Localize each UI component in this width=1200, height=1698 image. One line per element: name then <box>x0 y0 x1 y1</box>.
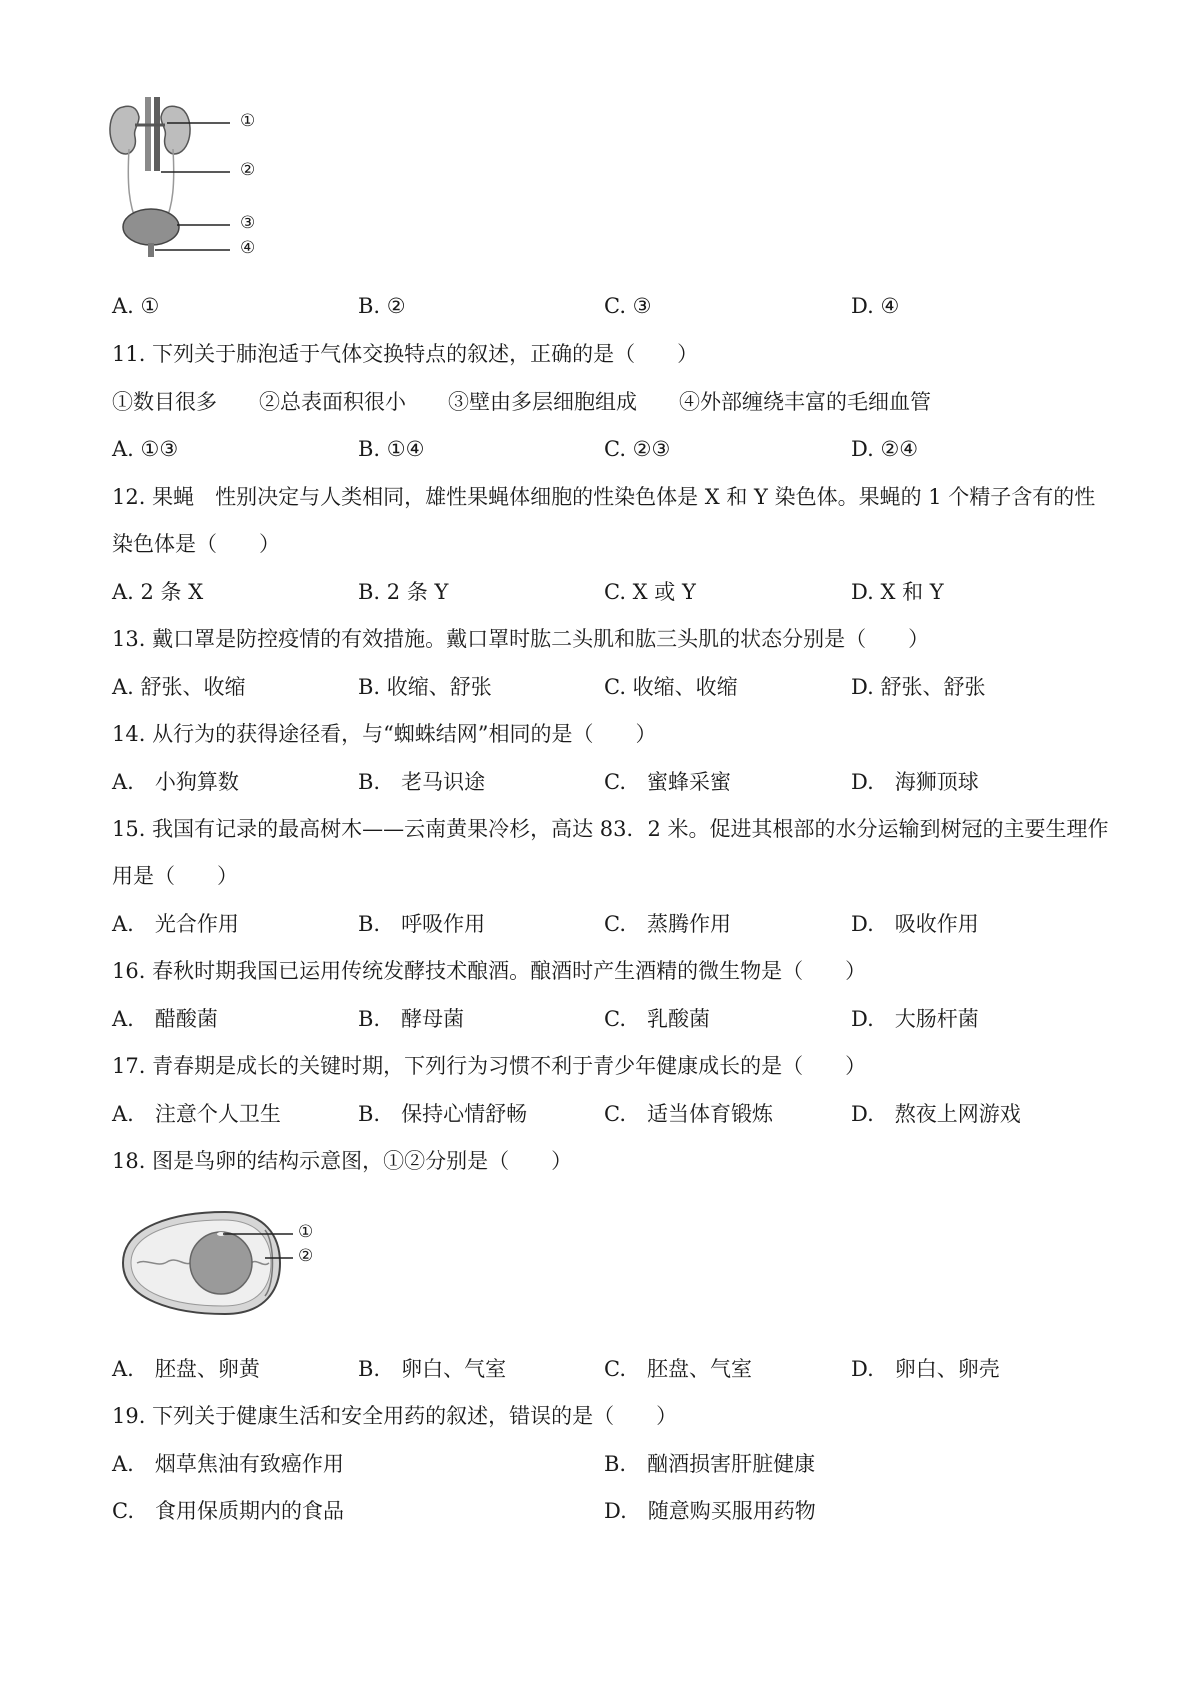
q11-stem: 11. 下列关于肺泡适于气体交换特点的叙述，正确的是（ ） <box>112 342 699 366</box>
figure-label-2: ② <box>240 160 256 180</box>
q18-stem: 18. 图是鸟卵的结构示意图，①②分别是（ ） <box>112 1149 573 1173</box>
q16-option-d[interactable]: D. 大肠杆菌 <box>851 1007 979 1031</box>
right-kidney <box>161 106 190 154</box>
q11-option-c[interactable]: C. ②③ <box>604 437 671 461</box>
q13-option-c[interactable]: C. 收缩、收缩 <box>604 675 738 699</box>
q15-option-b[interactable]: B. 呼吸作用 <box>358 912 486 936</box>
figure-label-3: ③ <box>240 213 256 233</box>
q13-option-d[interactable]: D. 舒张、舒张 <box>851 675 986 699</box>
q11-option-d[interactable]: D. ②④ <box>851 437 919 461</box>
q10-option-c[interactable]: C. ③ <box>604 294 652 318</box>
q19-option-b[interactable]: B. 酗酒损害肝脏健康 <box>604 1452 816 1476</box>
q17-option-c[interactable]: C. 适当体育锻炼 <box>604 1102 773 1126</box>
q11-items: ①数目很多 ②总表面积很小 ③壁由多层细胞组成 ④外部缠绕丰富的毛细血管 <box>112 390 931 414</box>
q15-stem-line1: 15. 我国有记录的最高树木——云南黄果冷杉，高达 83．2 米。促进其根部的水分运输到树冠的主要生理作 <box>112 817 1109 841</box>
q10-option-b[interactable]: B. ② <box>358 294 406 318</box>
q10-option-a[interactable]: A. ① <box>112 294 160 318</box>
q13-option-b[interactable]: B. 收缩、舒张 <box>358 675 492 699</box>
q10-option-d[interactable]: D. ④ <box>851 294 900 318</box>
q17-option-b[interactable]: B. 保持心情舒畅 <box>358 1102 528 1126</box>
q18-option-a[interactable]: A. 胚盘、卵黄 <box>112 1357 260 1381</box>
q12-stem-line1: 12. 果蝇 性别决定与人类相同，雄性果蝇体细胞的性染色体是 X 和 Y 染色体。果蝇的 1 个精子含有的性 <box>112 485 1096 509</box>
q14-option-a[interactable]: A. 小狗算数 <box>112 770 239 794</box>
q16-option-a[interactable]: A. 醋酸菌 <box>112 1007 218 1031</box>
q14-option-b[interactable]: B. 老马识途 <box>358 770 486 794</box>
figure-label-4: ④ <box>240 238 256 258</box>
q13-option-a[interactable]: A. 舒张、收缩 <box>112 675 246 699</box>
q12-option-a[interactable]: A. 2 条 X <box>112 580 204 604</box>
figure-label-1: ① <box>240 111 256 131</box>
q15-option-c[interactable]: C. 蒸腾作用 <box>604 912 731 936</box>
left-kidney <box>110 106 139 154</box>
q12-stem-line2: 染色体是（ ） <box>112 532 280 556</box>
urinary-system-figure <box>105 95 280 275</box>
q18-option-c[interactable]: C. 胚盘、气室 <box>604 1357 752 1381</box>
q15-option-d[interactable]: D. 吸收作用 <box>851 912 979 936</box>
bird-egg-figure <box>115 1208 330 1318</box>
urethra <box>148 243 154 257</box>
q17-stem: 17. 青春期是成长的关键时期，下列行为习惯不利于青少年健康成长的是（ ） <box>112 1054 867 1078</box>
q13-stem: 13. 戴口罩是防控疫情的有效措施。戴口罩时肱二头肌和肱三头肌的状态分别是（ ） <box>112 627 930 651</box>
q16-option-c[interactable]: C. 乳酸菌 <box>604 1007 710 1031</box>
aorta <box>145 97 151 171</box>
q17-option-d[interactable]: D. 熬夜上网游戏 <box>851 1102 1021 1126</box>
q12-option-c[interactable]: C. X 或 Y <box>604 580 696 604</box>
egg-label-2: ② <box>298 1246 314 1266</box>
q17-option-a[interactable]: A. 注意个人卫生 <box>112 1102 281 1126</box>
q16-option-b[interactable]: B. 酵母菌 <box>358 1007 465 1031</box>
q15-stem-line2: 用是（ ） <box>112 864 238 888</box>
vena-cava <box>154 97 160 171</box>
q14-option-d[interactable]: D. 海狮顶球 <box>851 770 979 794</box>
q18-option-d[interactable]: D. 卵白、卵壳 <box>851 1357 1000 1381</box>
q11-option-b[interactable]: B. ①④ <box>358 437 425 461</box>
q12-option-b[interactable]: B. 2 条 Y <box>358 580 449 604</box>
q19-option-a[interactable]: A. 烟草焦油有致癌作用 <box>112 1452 344 1476</box>
q18-option-b[interactable]: B. 卵白、气室 <box>358 1357 507 1381</box>
q12-option-d[interactable]: D. X 和 Y <box>851 580 944 604</box>
egg-yolk <box>190 1232 252 1294</box>
q19-option-c[interactable]: C. 食用保质期内的食品 <box>112 1499 344 1523</box>
q19-stem: 19. 下列关于健康生活和安全用药的叙述，错误的是（ ） <box>112 1404 678 1428</box>
q14-stem: 14. 从行为的获得途径看，与“蜘蛛结网”相同的是（ ） <box>112 722 657 746</box>
q15-option-a[interactable]: A. 光合作用 <box>112 912 239 936</box>
q19-option-d[interactable]: D. 随意购买服用药物 <box>604 1499 816 1523</box>
q14-option-c[interactable]: C. 蜜蜂采蜜 <box>604 770 731 794</box>
bladder <box>123 209 179 245</box>
egg-label-1: ① <box>298 1222 314 1242</box>
q11-option-a[interactable]: A. ①③ <box>112 437 179 461</box>
q16-stem: 16. 春秋时期我国已运用传统发酵技术酿酒。酿酒时产生酒精的微生物是（ ） <box>112 959 867 983</box>
